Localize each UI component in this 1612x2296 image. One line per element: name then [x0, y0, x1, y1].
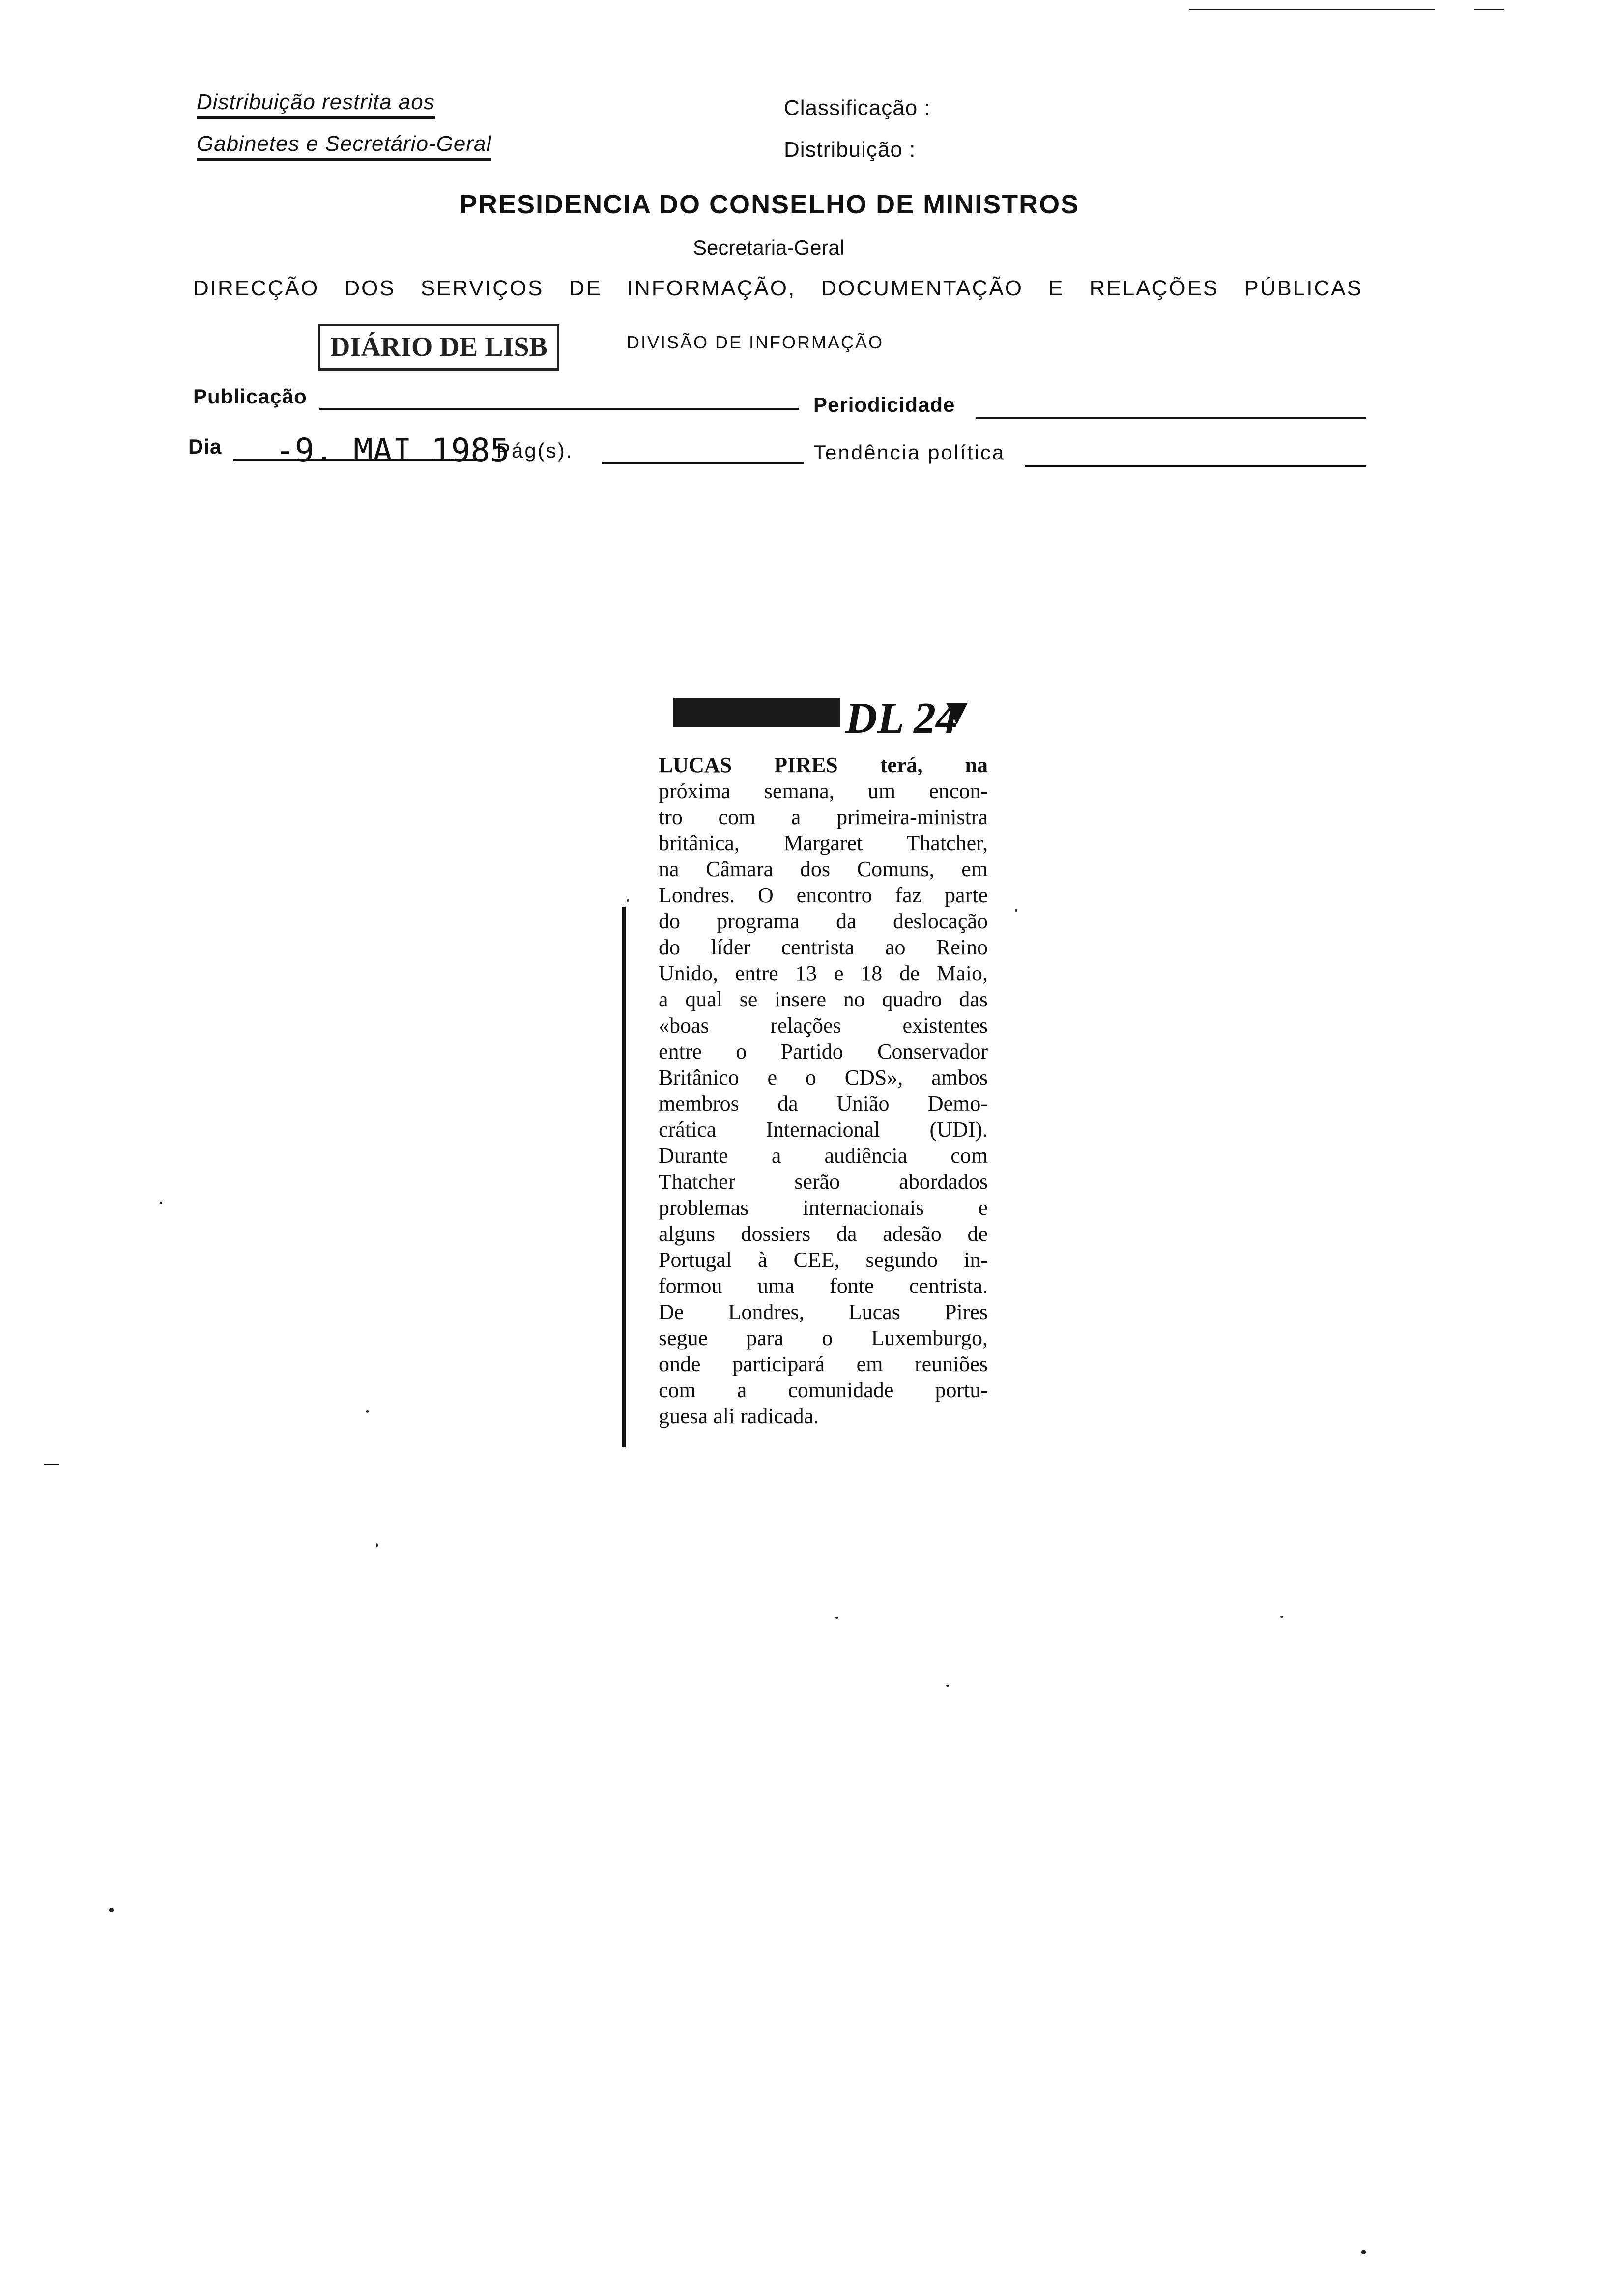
classificacao-label: Classificação : [784, 96, 931, 120]
clipping-line: onde participará em reuniões [659, 1352, 988, 1376]
publicacao-label: Publicação [193, 385, 307, 408]
tendencia-field-line [1025, 465, 1366, 467]
scan-artifact-line [1189, 9, 1435, 10]
clipping-line: crática Internacional (UDI). [659, 1118, 988, 1142]
clipping-handwritten-header [668, 688, 973, 752]
scan-artifact-line [44, 1464, 59, 1465]
directorate-heading: DIRECÇÃO DOS SERVIÇOS DE INFORMAÇÃO, DOCUMENTAÇÃO E RELAÇÕES PÚBLICAS [193, 276, 1363, 300]
clipping-line: Durante a audiência com [659, 1144, 988, 1168]
clipping-line: na Câmara dos Comuns, em [659, 857, 988, 881]
clipping-line: guesa ali radicada. [659, 1404, 819, 1428]
pags-field-line [602, 462, 804, 464]
tendencia-label: Tendência política [813, 441, 1006, 464]
pags-label: Pág(s). [496, 439, 574, 462]
clipping-line: LUCAS PIRES terá, na [659, 753, 988, 777]
scan-speck [1280, 1616, 1283, 1618]
clipping-line: Londres. O encontro faz parte [659, 883, 988, 907]
clipping-line: entre o Partido Conservador [659, 1039, 988, 1063]
scan-artifact-line [1474, 9, 1504, 10]
restricted-distribution-line2: Gabinetes e Secretário-Geral [197, 132, 491, 161]
periodicidade-label: Periodicidade [813, 393, 955, 416]
clipping-line: formou uma fonte centrista. [659, 1274, 988, 1298]
clipping-handwritten-ref: DL 24 [845, 694, 958, 743]
clipping-line: Unido, entre 13 e 18 de Maio, [659, 961, 988, 985]
clipping-ink-mark [673, 698, 840, 727]
news-clipping [659, 752, 988, 1429]
scan-speck [946, 1685, 949, 1687]
clipping-line: próxima semana, um encon- [659, 779, 988, 803]
clipping-line: alguns dossiers da adesão de [659, 1222, 988, 1246]
page-title: PRESIDENCIA DO CONSELHO DE MINISTROS [460, 190, 1080, 219]
distribuicao-label: Distribuição : [784, 138, 916, 162]
scan-speck [376, 1543, 378, 1547]
publication-stamp [318, 324, 559, 371]
scan-speck [109, 1908, 114, 1912]
clipping-line: Portugal à CEE, segundo in- [659, 1248, 988, 1272]
clipping-line: Britânico e o CDS», ambos [659, 1065, 988, 1090]
scan-speck [160, 1202, 162, 1204]
restricted-distribution-line1: Distribuição restrita aos [197, 90, 435, 119]
clipping-line: problemas internacionais e [659, 1196, 988, 1220]
clipping-line: do programa da deslocação [659, 909, 988, 933]
scan-speck [627, 899, 629, 902]
division-label: DIVISÃO DE INFORMAÇÃO [627, 332, 884, 352]
publication-stamp-text: DIÁRIO DE LISB [330, 332, 547, 362]
clipping-line: De Londres, Lucas Pires [659, 1300, 988, 1324]
clipping-left-rule [622, 907, 626, 1447]
clipping-line: com a comunidade portu- [659, 1378, 988, 1402]
clipping-line: membros da União Demo- [659, 1091, 988, 1116]
clipping-line: tro com a primeira-ministra [659, 805, 988, 829]
clipping-line: britânica, Margaret Thatcher, [659, 831, 988, 855]
page-subtitle: Secretaria-Geral [693, 236, 845, 259]
scan-speck [1361, 2250, 1366, 2254]
scan-speck [1015, 909, 1017, 912]
dia-label: Dia [188, 435, 222, 458]
clipping-line: «boas relações existentes [659, 1013, 988, 1037]
clipping-corner-mark [946, 703, 968, 724]
scan-speck [366, 1410, 369, 1413]
scan-speck [835, 1617, 838, 1619]
clipping-line: a qual se insere no quadro das [659, 987, 988, 1011]
clipping-line: Thatcher serão abordados [659, 1170, 988, 1194]
clipping-line: segue para o Luxemburgo, [659, 1326, 988, 1350]
clipping-line: do líder centrista ao Reino [659, 935, 988, 959]
periodicidade-field-line [976, 417, 1366, 419]
date-stamp: -9. MAI 1985 [275, 431, 510, 469]
publicacao-field-line [319, 408, 799, 410]
